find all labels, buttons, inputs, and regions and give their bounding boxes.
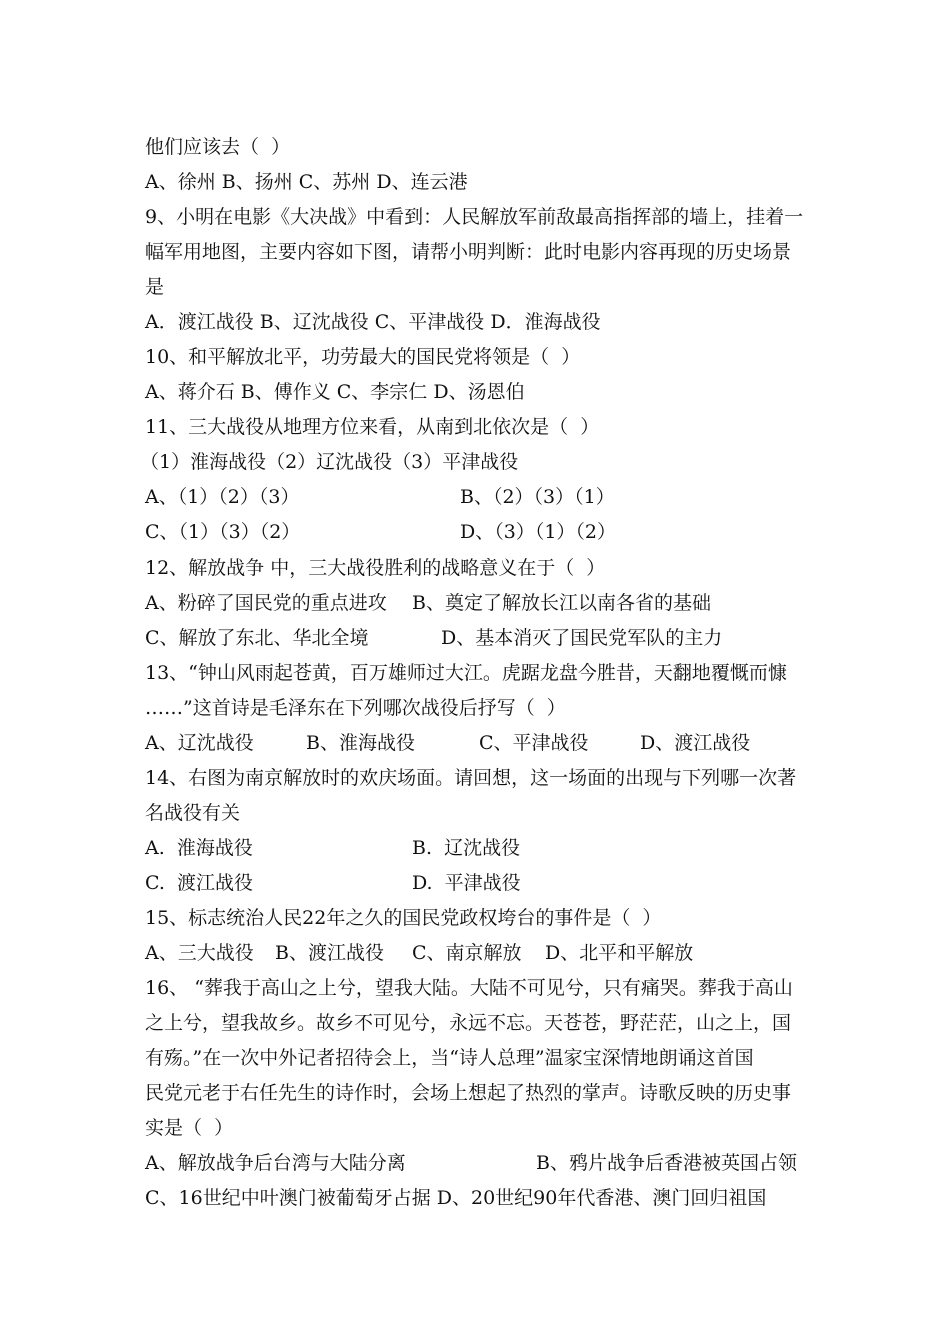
- q16-option-a: A、解放战争后台湾与大陆分离: [145, 1152, 406, 1174]
- q16-stem-line4: 民党元老于右任先生的诗作时，会场上想起了热烈的掌声。诗歌反映的历史事: [145, 1082, 792, 1104]
- q16-stem-line3: 有殇。”在一次中外记者招待会上，当“诗人总理”温家宝深情地朗诵这首国: [145, 1047, 754, 1069]
- q12-option-b: B、奠定了解放长江以南各省的基础: [412, 592, 711, 614]
- q15-stem: 15、标志统治人民22年之久的国民党政权垮台的事件是（ ）: [145, 907, 662, 929]
- q15-option-d: D、北平和平解放: [545, 942, 694, 964]
- q9-stem-line1: 9、小明在电影《大决战》中看到：人民解放军前敌最高指挥部的墙上，挂着一: [145, 206, 804, 228]
- q15-option-a: A、三大战役: [145, 942, 254, 964]
- q16-stem-line1: 16、 “葬我于高山之上兮，望我大陆。大陆不可见兮，只有痛哭。葬我于高山: [145, 977, 793, 999]
- q16-stem-line5: 实是（ ）: [145, 1117, 234, 1139]
- q9-stem-line3: 是: [145, 276, 165, 298]
- q16-stem-line2: 之上兮，望我故乡。故乡不可见兮，永远不忘。天苍苍，野茫茫，山之上，国: [145, 1012, 792, 1034]
- q13-option-c: C、平津战役: [479, 732, 589, 754]
- q11-stem: 11、三大战役从地理方位来看，从南到北依次是（ ）: [145, 416, 600, 438]
- q12-option-a: A、粉碎了国民党的重点进攻: [145, 592, 387, 614]
- q11-option-d: D、（3）（1）（2）: [460, 521, 616, 543]
- q13-option-a: A、辽沈战役: [145, 732, 254, 754]
- q12-stem: 12、解放战争 中，三大战役胜利的战略意义在于（ ）: [145, 557, 606, 579]
- q12-option-d: D、基本消灭了国民党军队的主力: [441, 627, 723, 649]
- q13-option-d: D、渡江战役: [640, 732, 751, 754]
- q8-options: A、徐州 B、扬州 C、苏州 D、连云港: [145, 171, 468, 193]
- q14-stem-line2: 名战役有关: [145, 802, 241, 824]
- q8-stem-end: 他们应该去（ ）: [145, 136, 291, 158]
- q13-stem-line1: 13、“钟山风雨起苍黄，百万雄师过大江。虎踞龙盘今胜昔，天翻地覆慨而慷: [145, 662, 787, 684]
- q15-option-b: B、渡江战役: [275, 942, 384, 964]
- q9-options: A．渡江战役 B、辽沈战役 C、平津战役 D．淮海战役: [145, 311, 601, 333]
- q14-option-c: C. 渡江战役: [145, 872, 253, 894]
- q11-option-a: A、（1）（2）（3）: [145, 486, 300, 508]
- q14-option-a: A. 淮海战役: [145, 837, 253, 859]
- q12-option-c: C、解放了东北、华北全境: [145, 627, 369, 649]
- q14-option-d: D. 平津战役: [412, 872, 521, 894]
- q11-items: （1）淮海战役（2）辽沈战役（3）平津战役: [140, 451, 519, 473]
- q13-option-b: B、淮海战役: [306, 732, 415, 754]
- q14-stem-line1: 14、右图为南京解放时的欢庆场面。请回想，这一场面的出现与下列哪一次著: [145, 767, 797, 789]
- q11-option-c: C、（1）（3）（2）: [145, 521, 301, 543]
- q9-stem-line2: 幅军用地图，主要内容如下图，请帮小明判断：此时电影内容再现的历史场景: [145, 241, 792, 263]
- q15-option-c: C、南京解放: [412, 942, 522, 964]
- q16-options-cd: C、16世纪中叶澳门被葡萄牙占据 D、20世纪90年代香港、澳门回归祖国: [145, 1187, 767, 1209]
- q14-option-b: B. 辽沈战役: [412, 837, 521, 859]
- q10-options: A、蒋介石 B、傅作义 C、李宗仁 D、汤恩伯: [145, 381, 525, 403]
- q10-stem: 10、和平解放北平，功劳最大的国民党将领是（ ）: [145, 346, 581, 368]
- q13-stem-line2: ……”这首诗是毛泽东在下列哪次战役后抒写（ ）: [145, 697, 566, 719]
- q11-option-b: B、（2）（3）（1）: [460, 486, 615, 508]
- q16-option-b: B、鸦片战争后香港被英国占领: [536, 1152, 797, 1174]
